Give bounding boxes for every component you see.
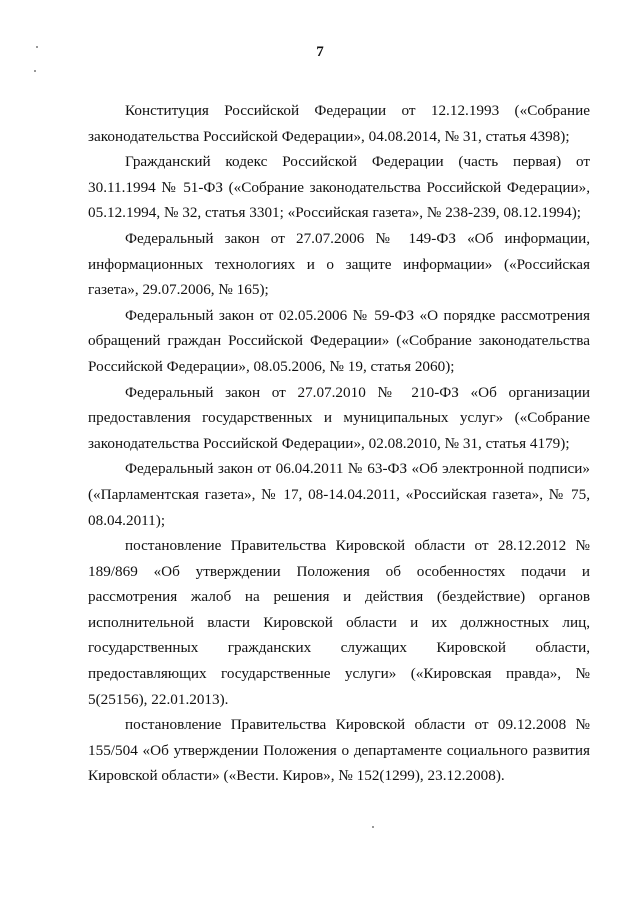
paragraph-resolution-155-504: постановление Правительства Кировской области от 09.12.2008 № 155/504 «Об утверждении Положения о департаменте социального развития Кировской области» («Вести. Киров», № 152(1299), 23.12.2008).: [88, 716, 590, 785]
page-number: 7: [316, 44, 324, 60]
paragraph-law-59: Федеральный закон от 02.05.2006 № 59-ФЗ «О порядке рассмотрения обращений граждан Российской Федерации» («Собрание законодательства Российской Федерации», 08.05.2006, № 19, статья 2060);: [88, 306, 590, 375]
paragraph-law-63: Федеральный закон от 06.04.2011 № 63-ФЗ «Об электронной подписи» («Парламентская газета», № 17, 08-14.04.2011, «Российская газета», № 75, 08.04.2011);: [88, 460, 590, 529]
scan-speck: [34, 70, 36, 72]
paragraph-civil-code: Гражданский кодекс Российской Федерации (часть первая) от 30.11.1994 № 51-ФЗ («Собрание законодательства Российской Федерации», 05.12.1994, № 32, статья 3301; «Российская газета», № 238-239, 08.12.1994);: [88, 153, 590, 222]
scan-speck: [36, 46, 38, 48]
paragraph-law-210: Федеральный закон от 27.07.2010 № 210-ФЗ «Об организации предоставления государственных и муниципальных услуг» («Собрание законодательства Российской Федерации», 02.08.2010, № 31, статья 4179);: [88, 383, 590, 452]
paragraph-constitution: Конституция Российской Федерации от 12.12.1993 («Собрание законодательства Российской Федерации», 04.08.2014, № 31, статья 4398);: [88, 102, 590, 145]
paragraph-law-149: Федеральный закон от 27.07.2006 № 149-ФЗ «Об информации, информационных технологиях и о защите информации» («Российская газета», 29.07.2006, № 165);: [88, 229, 590, 299]
legal-acts-list: [88, 98, 590, 789]
scan-speck: [372, 826, 374, 828]
paragraph-resolution-189-869: постановление Правительства Кировской области от 28.12.2012 № 189/869 «Об утверждении Положения об особенностях подачи и рассмотрения жалоб на решения и действия (бездействие) органов исполнительной власти Кировской области и их должностных лиц, государственных гражданских служащих Кировской области, предоставляющих государственные услуги» («Кировская правда», № 5(25156), 22.01.2013).: [88, 537, 590, 708]
